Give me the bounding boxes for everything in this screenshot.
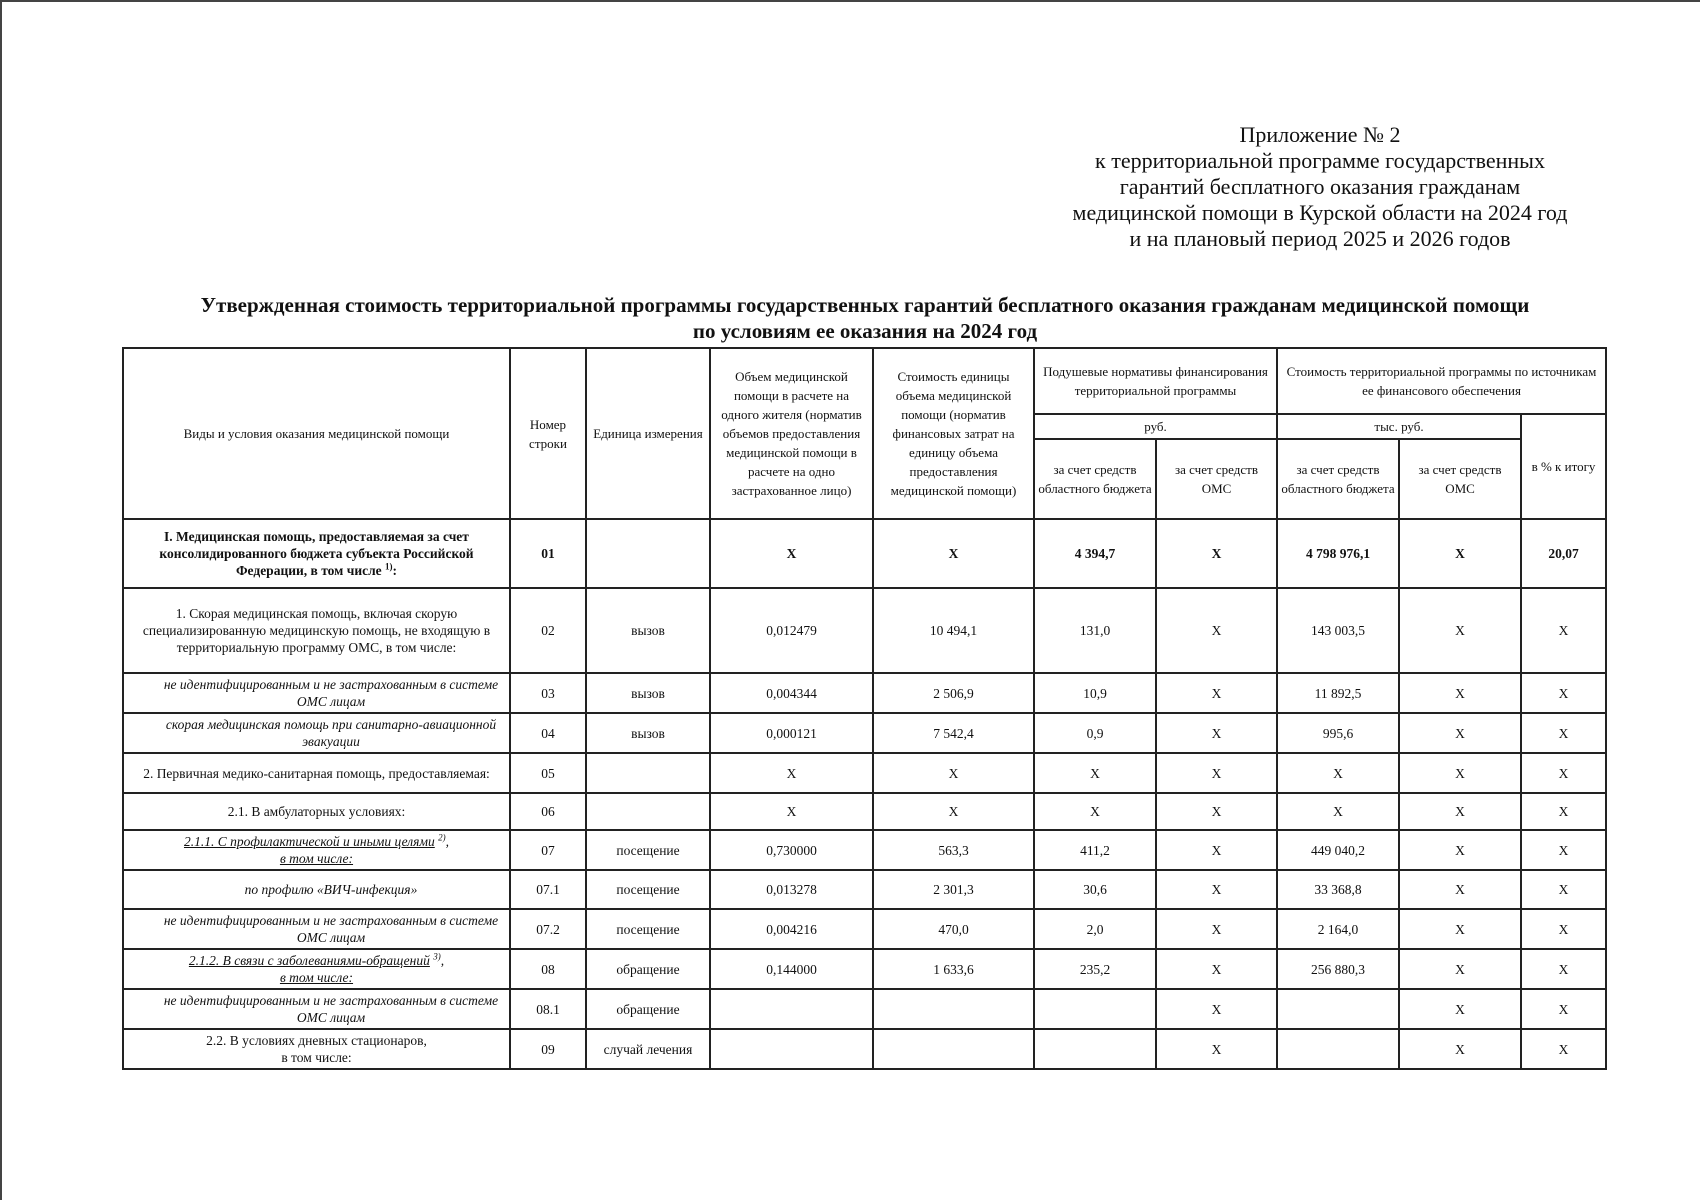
row-label: по профилю «ВИЧ-инфекция» — [123, 870, 510, 909]
row-pc-oms: X — [1156, 949, 1277, 989]
row-pc-regional: 30,6 — [1034, 870, 1156, 909]
row-tot-oms: X — [1399, 588, 1521, 673]
row-number: 08.1 — [510, 989, 586, 1029]
row-tot-regional — [1277, 989, 1399, 1029]
row-tot-regional: X — [1277, 793, 1399, 830]
header-thous-rub: тыс. руб. — [1277, 414, 1521, 439]
row-pc-regional: 4 394,7 — [1034, 519, 1156, 588]
table-row — [123, 1029, 1606, 1069]
header-per-capita: Подушевые нормативы финансирования территориальной программы — [1034, 348, 1277, 414]
row-pc-oms: X — [1156, 793, 1277, 830]
header-tot-oms: за счет средств ОМС — [1399, 439, 1521, 519]
row-volume: 0,730000 — [710, 830, 873, 870]
row-unit: вызов — [586, 588, 710, 673]
row-unit: обращение — [586, 989, 710, 1029]
table-row — [123, 673, 1606, 713]
row-unit: посещение — [586, 870, 710, 909]
row-unit: вызов — [586, 673, 710, 713]
row-unit-cost: 2 506,9 — [873, 673, 1034, 713]
row-volume — [710, 989, 873, 1029]
row-percent: X — [1521, 830, 1606, 870]
row-percent: X — [1521, 753, 1606, 793]
row-unit-cost: 10 494,1 — [873, 588, 1034, 673]
row-pc-regional: X — [1034, 793, 1156, 830]
row-unit-cost: 7 542,4 — [873, 713, 1034, 753]
row-pc-regional: 0,9 — [1034, 713, 1156, 753]
row-pc-oms: X — [1156, 713, 1277, 753]
row-percent: X — [1521, 989, 1606, 1029]
row-volume: X — [710, 519, 873, 588]
table-row — [123, 753, 1606, 793]
appendix-note — [1000, 122, 1640, 252]
row-volume: 0,000121 — [710, 713, 873, 753]
row-number: 06 — [510, 793, 586, 830]
row-tot-regional: 256 880,3 — [1277, 949, 1399, 989]
cost-table — [122, 347, 1607, 1070]
row-tot-oms: X — [1399, 519, 1521, 588]
document-title — [100, 292, 1630, 344]
row-pc-oms: X — [1156, 673, 1277, 713]
row-tot-oms: X — [1399, 909, 1521, 949]
row-pc-regional: 10,9 — [1034, 673, 1156, 713]
row-label: 2.1. В амбулаторных условиях: — [123, 793, 510, 830]
row-pc-oms: X — [1156, 909, 1277, 949]
table-row — [123, 870, 1606, 909]
row-tot-regional — [1277, 1029, 1399, 1069]
row-unit-cost: 1 633,6 — [873, 949, 1034, 989]
row-number: 09 — [510, 1029, 586, 1069]
row-tot-regional: 4 798 976,1 — [1277, 519, 1399, 588]
row-tot-oms: X — [1399, 989, 1521, 1029]
table-row — [123, 519, 1606, 588]
row-tot-regional: 11 892,5 — [1277, 673, 1399, 713]
appendix-line: гарантий бесплатного оказания гражданам — [1119, 174, 1521, 199]
row-label: 2.1.1. С профилактической и иными целями $^{2)}$, в том числе: — [123, 830, 510, 870]
header-tot-regional: за счет средств областного бюджета — [1277, 439, 1399, 519]
row-percent: 20,07 — [1521, 519, 1606, 588]
scan-edge-top — [0, 0, 1700, 2]
row-tot-oms: X — [1399, 713, 1521, 753]
row-unit-cost: 563,3 — [873, 830, 1034, 870]
row-unit-cost: X — [873, 519, 1034, 588]
row-unit-cost: 2 301,3 — [873, 870, 1034, 909]
row-volume — [710, 1029, 873, 1069]
header-volume: Объем медицинской помощи в расчете на одного жителя (норматив объемов предоставления медицинской помощи в расчете на одно застрахованное лицо) — [710, 348, 873, 519]
appendix-line: Приложение № 2 — [1239, 122, 1401, 147]
row-percent: X — [1521, 713, 1606, 753]
row-number: 01 — [510, 519, 586, 588]
row-pc-oms: X — [1156, 989, 1277, 1029]
row-pc-oms: X — [1156, 588, 1277, 673]
row-volume: 0,013278 — [710, 870, 873, 909]
row-pc-regional — [1034, 989, 1156, 1029]
row-label: 2. Первичная медико-санитарная помощь, предоставляемая: — [123, 753, 510, 793]
row-label: 2.1.2. В связи с заболеваниями-обращений $^{3)}$, в том числе: — [123, 949, 510, 989]
row-unit: случай лечения — [586, 1029, 710, 1069]
row-tot-oms: X — [1399, 673, 1521, 713]
row-label: 1. Скорая медицинская помощь, включая скорую специализированную медицинскую помощь, не входящую в территориальную программу ОМС, в том числе: — [123, 588, 510, 673]
row-unit — [586, 793, 710, 830]
row-number: 04 — [510, 713, 586, 753]
row-pc-oms: X — [1156, 519, 1277, 588]
row-unit-cost: 470,0 — [873, 909, 1034, 949]
row-tot-regional: 995,6 — [1277, 713, 1399, 753]
row-tot-oms: X — [1399, 753, 1521, 793]
row-percent: X — [1521, 793, 1606, 830]
row-number: 07.2 — [510, 909, 586, 949]
row-volume: 0,012479 — [710, 588, 873, 673]
row-tot-regional: X — [1277, 753, 1399, 793]
table-row — [123, 989, 1606, 1029]
row-volume: X — [710, 753, 873, 793]
row-percent: X — [1521, 909, 1606, 949]
appendix-line: и на плановый период 2025 и 2026 годов — [1129, 226, 1511, 251]
appendix-line: медицинской помощи в Курской области на 2024 год — [1072, 200, 1568, 225]
row-tot-oms: X — [1399, 949, 1521, 989]
row-percent: X — [1521, 673, 1606, 713]
row-pc-regional: X — [1034, 753, 1156, 793]
row-percent: X — [1521, 1029, 1606, 1069]
table-row — [123, 909, 1606, 949]
row-number: 07 — [510, 830, 586, 870]
row-tot-regional: 449 040,2 — [1277, 830, 1399, 870]
row-label: I. Медицинская помощь, предоставляемая за счет консолидированного бюджета субъекта Российской Федерации, в том числе $^{1)}$: — [123, 519, 510, 588]
row-pc-regional: 411,2 — [1034, 830, 1156, 870]
row-percent: X — [1521, 949, 1606, 989]
row-volume: 0,144000 — [710, 949, 873, 989]
table-row — [123, 713, 1606, 753]
row-tot-regional: 143 003,5 — [1277, 588, 1399, 673]
row-unit-cost: X — [873, 793, 1034, 830]
row-tot-regional: 33 368,8 — [1277, 870, 1399, 909]
row-volume: 0,004344 — [710, 673, 873, 713]
row-pc-regional: 235,2 — [1034, 949, 1156, 989]
row-percent: X — [1521, 588, 1606, 673]
row-percent: X — [1521, 870, 1606, 909]
row-pc-regional: 2,0 — [1034, 909, 1156, 949]
row-tot-oms: X — [1399, 793, 1521, 830]
row-number: 02 — [510, 588, 586, 673]
row-unit: вызов — [586, 713, 710, 753]
row-tot-oms: X — [1399, 1029, 1521, 1069]
title-line-2: по условиям ее оказания на 2024 год — [692, 319, 1038, 343]
row-unit-cost: X — [873, 753, 1034, 793]
row-tot-oms: X — [1399, 830, 1521, 870]
row-tot-regional: 2 164,0 — [1277, 909, 1399, 949]
row-label: скорая медицинская помощь при санитарно-авиационной эвакуации — [123, 713, 510, 753]
row-pc-regional: 131,0 — [1034, 588, 1156, 673]
row-label: не идентифицированным и не застрахованным в системе ОМС лицам — [123, 989, 510, 1029]
header-percent: в % к итогу — [1521, 414, 1606, 519]
header-unit: Единица измерения — [586, 348, 710, 519]
row-unit: посещение — [586, 830, 710, 870]
header-program-cost: Стоимость территориальной программы по источникам ее финансового обеспечения — [1277, 348, 1606, 414]
header-pc-regional: за счет средств областного бюджета — [1034, 439, 1156, 519]
row-unit: обращение — [586, 949, 710, 989]
row-label: не идентифицированным и не застрахованным в системе ОМС лицам — [123, 673, 510, 713]
row-unit: посещение — [586, 909, 710, 949]
header-unit-cost: Стоимость единицы объема медицинской помощи (норматив финансовых затрат на единицу объема предоставления медицинской помощи) — [873, 348, 1034, 519]
row-unit-cost — [873, 989, 1034, 1029]
table-row — [123, 793, 1606, 830]
appendix-line: к территориальной программе государственных — [1095, 148, 1545, 173]
row-unit-cost — [873, 1029, 1034, 1069]
row-label: не идентифицированным и не застрахованным в системе ОМС лицам — [123, 909, 510, 949]
row-pc-oms: X — [1156, 753, 1277, 793]
header-pc-oms: за счет средств ОМС — [1156, 439, 1277, 519]
header-rub: руб. — [1034, 414, 1277, 439]
row-number: 08 — [510, 949, 586, 989]
row-volume: 0,004216 — [710, 909, 873, 949]
row-number: 03 — [510, 673, 586, 713]
table-row — [123, 830, 1606, 870]
title-line-1: Утвержденная стоимость территориальной программы государственных гарантий бесплатного оказания гражданам медицинской помощи — [200, 293, 1530, 317]
row-label: 2.2. В условиях дневных стационаров, в том числе: — [123, 1029, 510, 1069]
row-pc-regional — [1034, 1029, 1156, 1069]
table-row — [123, 949, 1606, 989]
row-tot-oms: X — [1399, 870, 1521, 909]
row-volume: X — [710, 793, 873, 830]
header-row-number: Номер строки — [510, 348, 586, 519]
row-pc-oms: X — [1156, 1029, 1277, 1069]
row-unit — [586, 519, 710, 588]
row-number: 07.1 — [510, 870, 586, 909]
scan-edge-left — [0, 0, 2, 1200]
row-unit — [586, 753, 710, 793]
row-number: 05 — [510, 753, 586, 793]
row-pc-oms: X — [1156, 870, 1277, 909]
header-kind: Виды и условия оказания медицинской помощи — [123, 348, 510, 519]
row-pc-oms: X — [1156, 830, 1277, 870]
table-row — [123, 588, 1606, 673]
